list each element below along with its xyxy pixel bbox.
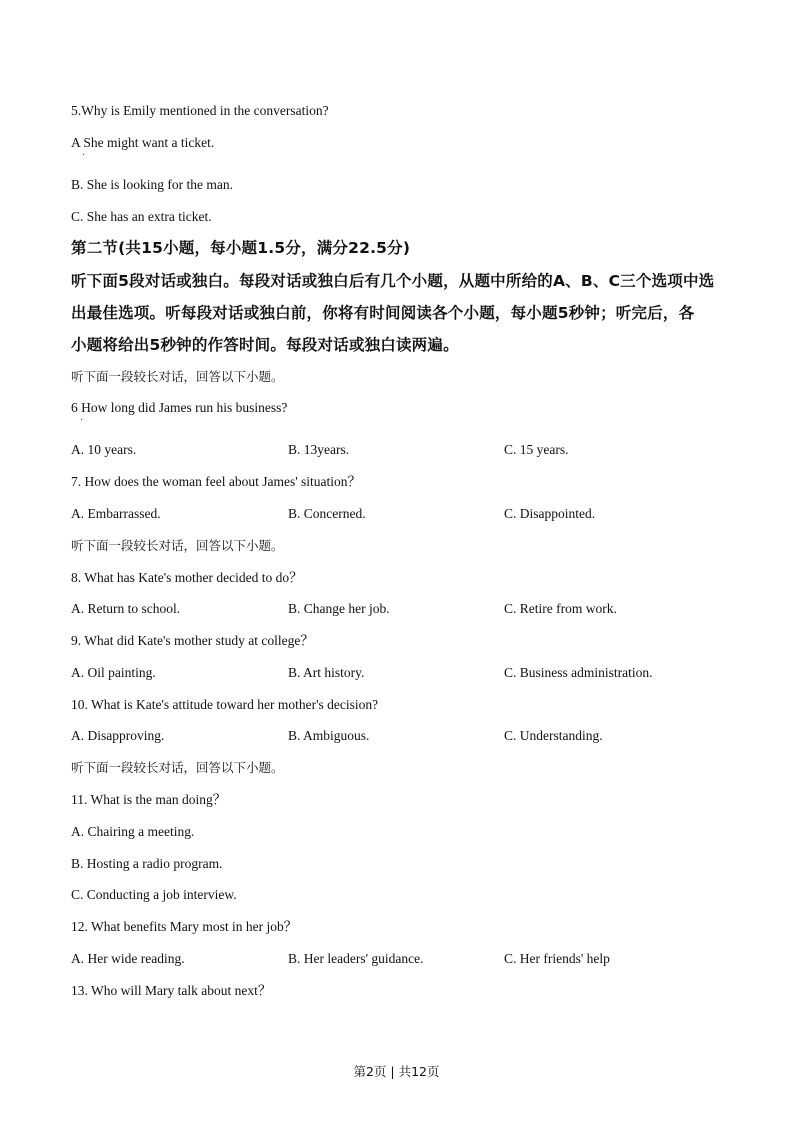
section-title: 第二节(共15小题，每小题1.5分，满分22.5分) (71, 239, 411, 257)
q7-option-a: A. Embarrassed. (71, 506, 161, 521)
question-12: 12. What benefits Mary most in her job？ (71, 919, 298, 934)
q5-option-b: B. She is looking for the man. (71, 177, 233, 192)
q7-option-c: C. Disappointed. (504, 506, 596, 521)
q6-option-b: B. 13years. (288, 442, 350, 457)
instructions-line-1: 听下面5段对话或独白。每段对话或独白后有几个小题，从题中所给的A、B、C三个选项中选 (71, 272, 715, 290)
question-7: 7. How does the woman feel about James' situation？ (71, 474, 361, 489)
question-8: 8. What has Kate's mother decided to do？ (71, 570, 303, 585)
q9-option-c: C. Business administration. (504, 665, 653, 680)
q11-option-a: A. Chairing a meeting. (71, 824, 195, 839)
q12-option-b: B. Her leaders' guidance. (288, 951, 424, 966)
stray-mark: · (82, 150, 86, 161)
instructions-line-2: 出最佳选项。听每段对话或独白前，你将有时间阅读各个小题，每小题5秒钟；听完后，各 (71, 304, 695, 322)
q9-option-b: B. Art history. (288, 665, 365, 680)
question-9: 9. What did Kate's mother study at college？ (71, 633, 314, 648)
q8-option-a: A. Return to school. (71, 601, 181, 616)
dialogue-directive: 听下面一段较长对话，回答以下小题。 (71, 760, 284, 775)
question-13: 13. Who will Mary talk about next？ (71, 983, 272, 998)
q6-option-c: C. 15 years. (504, 442, 569, 457)
stray-mark: · (80, 415, 84, 426)
dialogue-directive: 听下面一段较长对话，回答以下小题。 (71, 538, 284, 553)
dialogue-directive: 听下面一段较长对话，回答以下小题。 (71, 369, 284, 384)
q11-option-c: C. Conducting a job interview. (71, 887, 237, 902)
question-10: 10. What is Kate's attitude toward her mother's decision? (71, 697, 379, 712)
q6-option-a: A. 10 years. (71, 442, 137, 457)
q10-option-c: C. Understanding. (504, 728, 603, 743)
q12-option-c: C. Her friends' help (504, 951, 610, 966)
question-5: 5.Why is Emily mentioned in the conversation? (71, 103, 329, 118)
instructions-line-3: 小题将给出5秒钟的作答时间。每段对话或独白读两遍。 (71, 336, 459, 354)
q11-option-b: B. Hosting a radio program. (71, 856, 223, 871)
q12-option-a: A. Her wide reading. (71, 951, 185, 966)
q9-option-a: A. Oil painting. (71, 665, 156, 680)
q8-option-b: B. Change her job. (288, 601, 390, 616)
q10-option-b: B. Ambiguous. (288, 728, 370, 743)
question-6: 6 How long did James run his business? (71, 400, 288, 415)
q5-option-c: C. She has an extra ticket. (71, 209, 212, 224)
page-footer: 第2页 | 共12页 (353, 1064, 440, 1079)
q8-option-c: C. Retire from work. (504, 601, 617, 616)
q5-option-a: A She might want a ticket. (71, 135, 215, 150)
q10-option-a: A. Disapproving. (71, 728, 165, 743)
question-11: 11. What is the man doing？ (71, 792, 227, 807)
q7-option-b: B. Concerned. (288, 506, 366, 521)
